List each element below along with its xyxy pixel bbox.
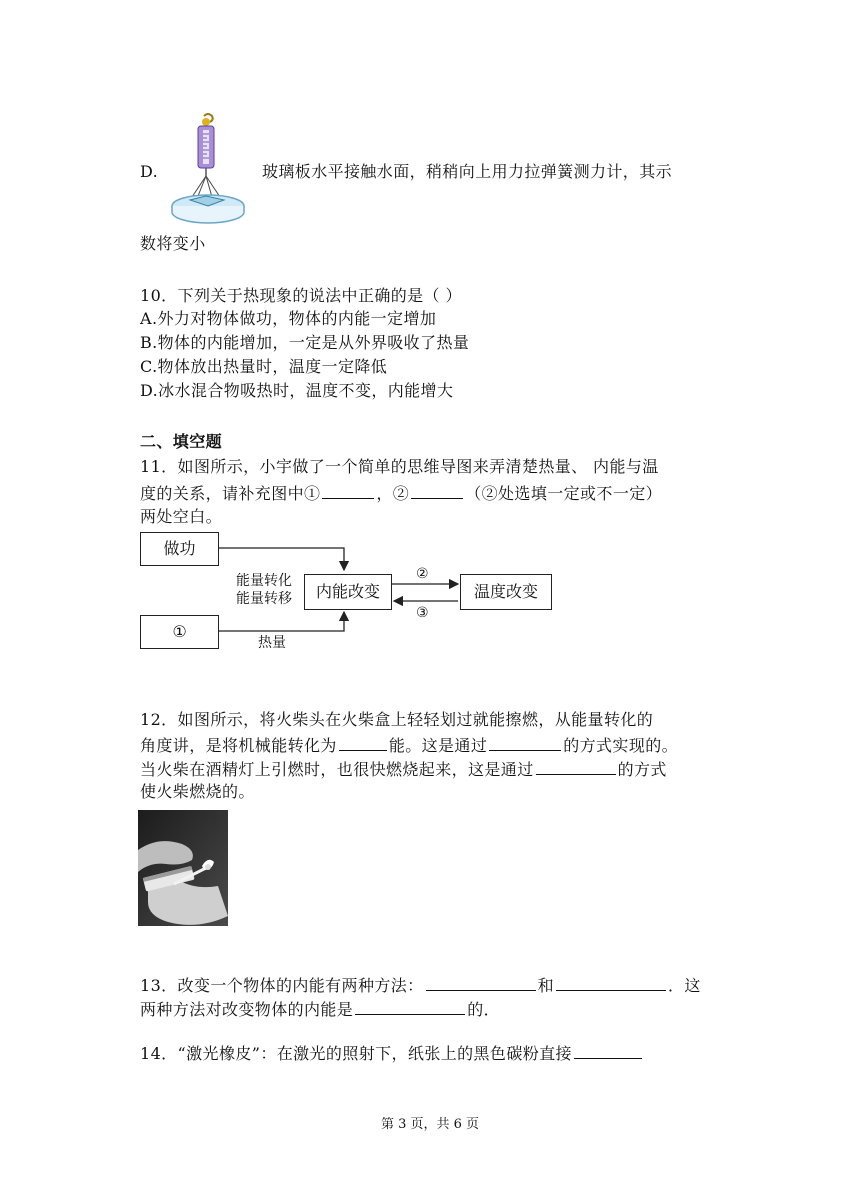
q13-blank-1[interactable] [426, 972, 536, 991]
q13-blank-3[interactable] [355, 996, 465, 1015]
q11-text-b: ，② [376, 484, 410, 503]
label-heat: 热量 [258, 635, 286, 651]
box-blank-1: ① [140, 615, 219, 649]
q10-option-a: A.外力对物体做功，物体的内能一定增加 [140, 309, 437, 328]
option-d-text-cont: 数将变小 [140, 234, 206, 253]
q11-text-c: （②处选填一定或不一定） [465, 484, 663, 503]
q12-blank-3[interactable] [536, 756, 616, 775]
option-d-text: 玻璃板水平接触水面，稍稍向上用力拉弹簧测力计，其示 [262, 162, 673, 181]
q14-line1 [140, 1040, 644, 1066]
option-d-label: D. [140, 162, 159, 181]
q13-text-c: ．这 [667, 976, 701, 995]
q11-line3: 两处空白。 [140, 507, 223, 526]
q10-option-c: C.物体放出热量时，温度一定降低 [140, 357, 388, 376]
q13-line1 [140, 972, 701, 998]
q11-blank-1[interactable] [322, 480, 374, 499]
box-temperature: 温度改变 [460, 574, 552, 610]
section-title: 二、填空题 [140, 432, 223, 451]
q13-text-e: 的． [467, 1000, 501, 1019]
page-footer: 第 3 页，共 6 页 [380, 1117, 480, 1132]
q12-blank-2[interactable] [489, 732, 561, 751]
mind-map-diagram [140, 532, 560, 662]
label-arrow-2: ② [416, 566, 429, 582]
match-photo [138, 810, 228, 926]
q13-line2 [140, 996, 500, 1022]
q12-line4: 使火柴燃烧的。 [140, 782, 255, 801]
q12-text-b: 能。这是通过 [388, 736, 488, 755]
box-internal-energy: 内能改变 [304, 574, 392, 610]
q12-line3 [140, 756, 667, 782]
q11-line1: 11．如图所示，小宇做了一个简单的思维导图来弄清楚热量、 内能与温 [140, 457, 659, 476]
box-work: 做功 [140, 532, 219, 566]
q11-line2 [140, 480, 662, 506]
q12-line2 [140, 732, 678, 758]
label-energy-transform: 能量转化 [236, 573, 292, 589]
label-energy-transfer: 能量转移 [236, 591, 292, 607]
q12-text-a: 角度讲，是将机械能转化为 [140, 736, 337, 755]
q13-text-b: 和 [537, 976, 554, 995]
q12-text-d: 当火柴在酒精灯上引燃时，也很快燃烧起来，这是通过 [140, 760, 534, 779]
label-arrow-3: ③ [416, 605, 429, 621]
q13-text-a: 13．改变一个物体的内能有两种方法： [140, 976, 424, 995]
spring-scale-figure [168, 112, 248, 224]
q11-text-a: 度的关系，请补充图中① [140, 484, 321, 503]
q11-blank-2[interactable] [411, 480, 463, 499]
q14-text: 14．“激光橡皮”：在激光的照射下，纸张上的黑色碳粉直接 [140, 1044, 572, 1063]
q12-blank-1[interactable] [339, 732, 387, 751]
q10-stem: 10．下列关于热现象的说法中正确的是（ ） [140, 286, 462, 305]
q12-text-c: 的方式实现的。 [563, 736, 679, 755]
q12-line1: 12．如图所示，将火柴头在火柴盒上轻轻划过就能擦燃，从能量转化的 [140, 710, 654, 729]
q14-blank-1[interactable] [574, 1040, 642, 1059]
q10-option-b: B.物体的内能增加，一定是从外界吸收了热量 [140, 333, 470, 352]
q13-text-d: 两种方法对改变物体的内能是 [140, 1000, 354, 1019]
q10-option-d: D.冰水混合物吸热时，温度不变，内能增大 [140, 381, 454, 400]
q13-blank-2[interactable] [556, 972, 666, 991]
q12-text-e: 的方式 [617, 760, 667, 779]
